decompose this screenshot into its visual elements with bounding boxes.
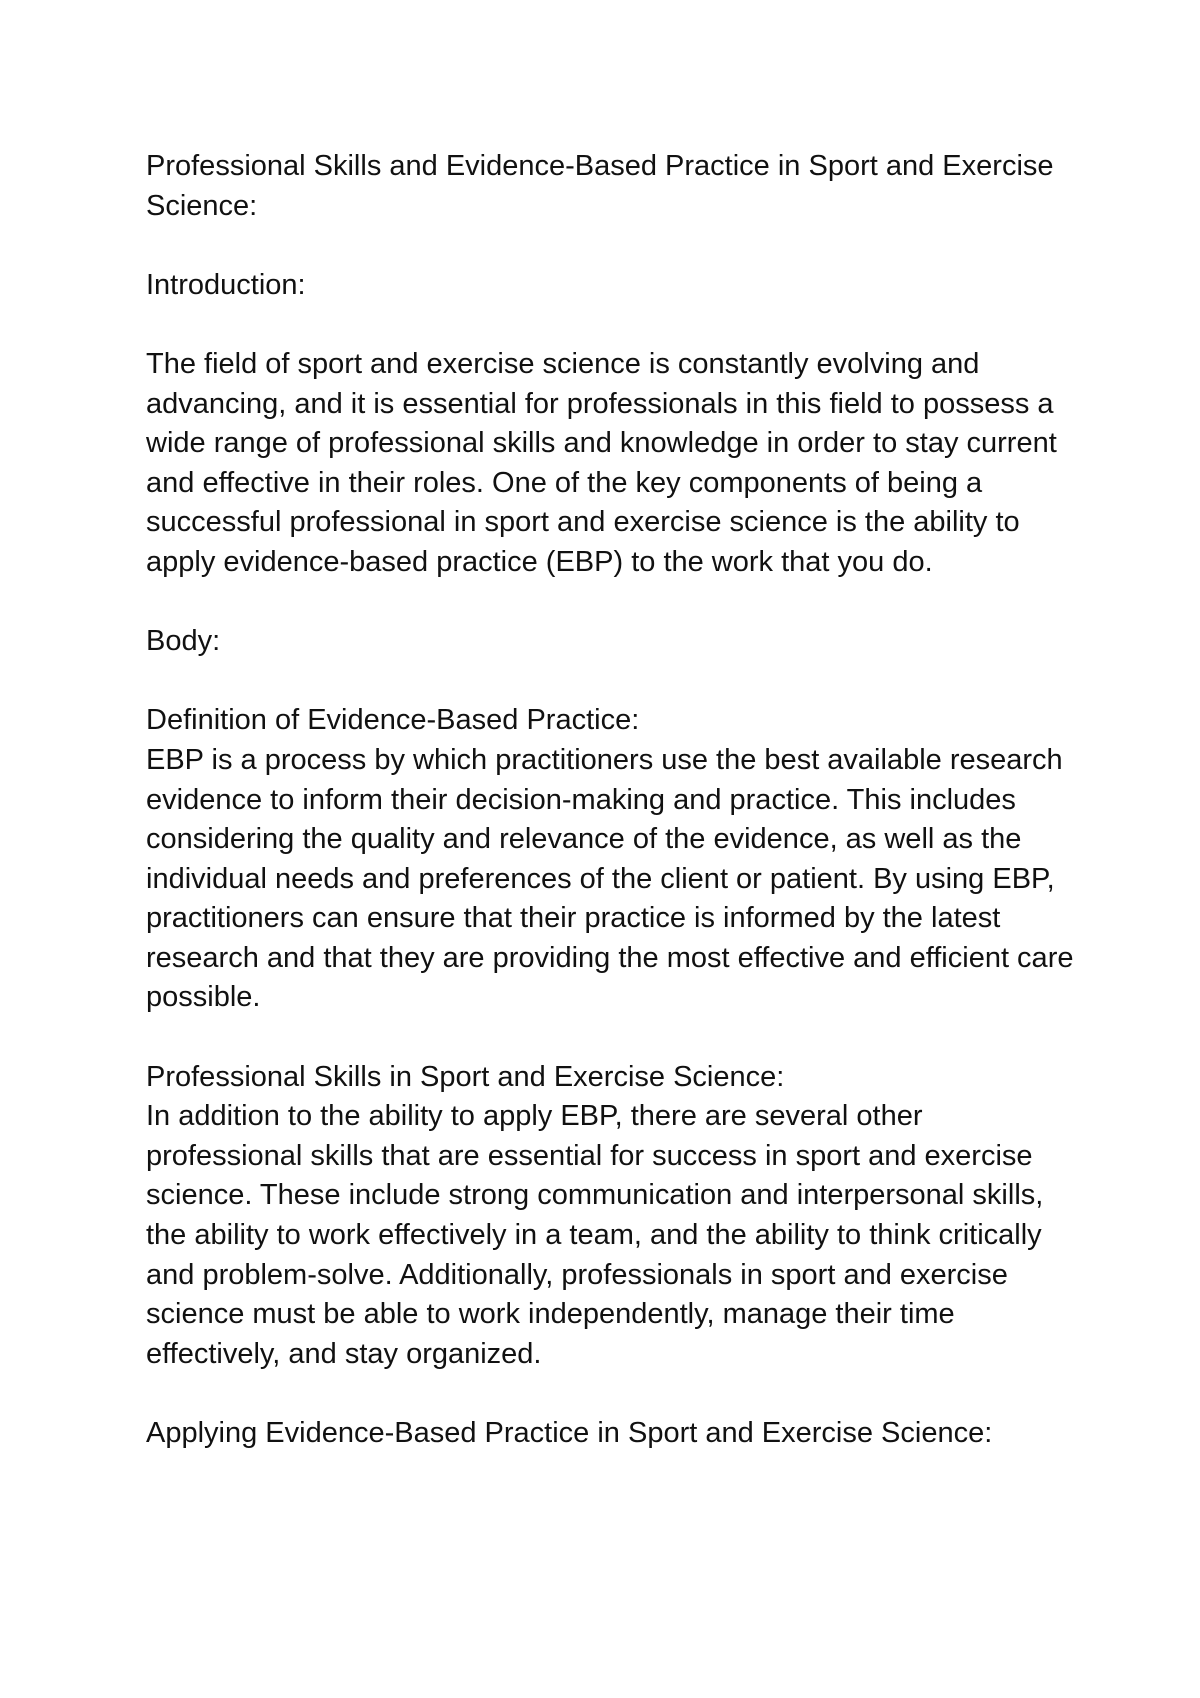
intro-heading: Introduction: bbox=[146, 268, 306, 301]
section-heading-professional-skills: Professional Skills in Sport and Exercise Science: bbox=[146, 1060, 785, 1093]
document-title: Professional Skills and Evidence-Based Practice in Sport and Exercise Science: bbox=[146, 150, 1054, 222]
document-body bbox=[146, 147, 1076, 1454]
section-paragraph-definition: EBP is a process by which practitioners use the best available research evidence to inform their decision-making and practice. This includes considering the quality and relevance of the evidence, as well as the individual needs and preferences of the client or patient. By using EBP, practitioners can ensure that their practice is informed by the latest research and that they are providing the most effective and efficient care possible. bbox=[146, 743, 1074, 1014]
spacer bbox=[146, 226, 1076, 266]
section-paragraph-professional-skills: In addition to the ability to apply EBP, there are several other professional skills that are essential for success in sport and exercise science. These include strong communication and interpersonal skills, the ability to work effectively in a team, and the ability to think critically and problem-solve. Additionally, professionals in sport and exercise science must be able to work independently, manage their time effectively, and stay organized. bbox=[146, 1100, 1044, 1370]
section-heading-applying-ebp: Applying Evidence-Based Practice in Sport and Exercise Science: bbox=[146, 1417, 993, 1449]
spacer bbox=[146, 1374, 1076, 1414]
section-heading-definition: Definition of Evidence-Based Practice: bbox=[146, 704, 640, 737]
spacer bbox=[146, 583, 1076, 623]
spacer bbox=[146, 662, 1076, 702]
spacer bbox=[146, 1018, 1076, 1058]
body-heading: Body: bbox=[146, 625, 221, 658]
spacer bbox=[146, 305, 1076, 345]
intro-paragraph: The field of sport and exercise science is constantly evolving and advancing, and it is essential for professionals in this field to possess a wide range of professional skills and knowledge in order to stay current and effective in their roles. One of the key components of being a successful professional in sport and exercise science is the ability to apply evidence-based practice (EBP) to the work that you do. bbox=[146, 347, 1057, 578]
